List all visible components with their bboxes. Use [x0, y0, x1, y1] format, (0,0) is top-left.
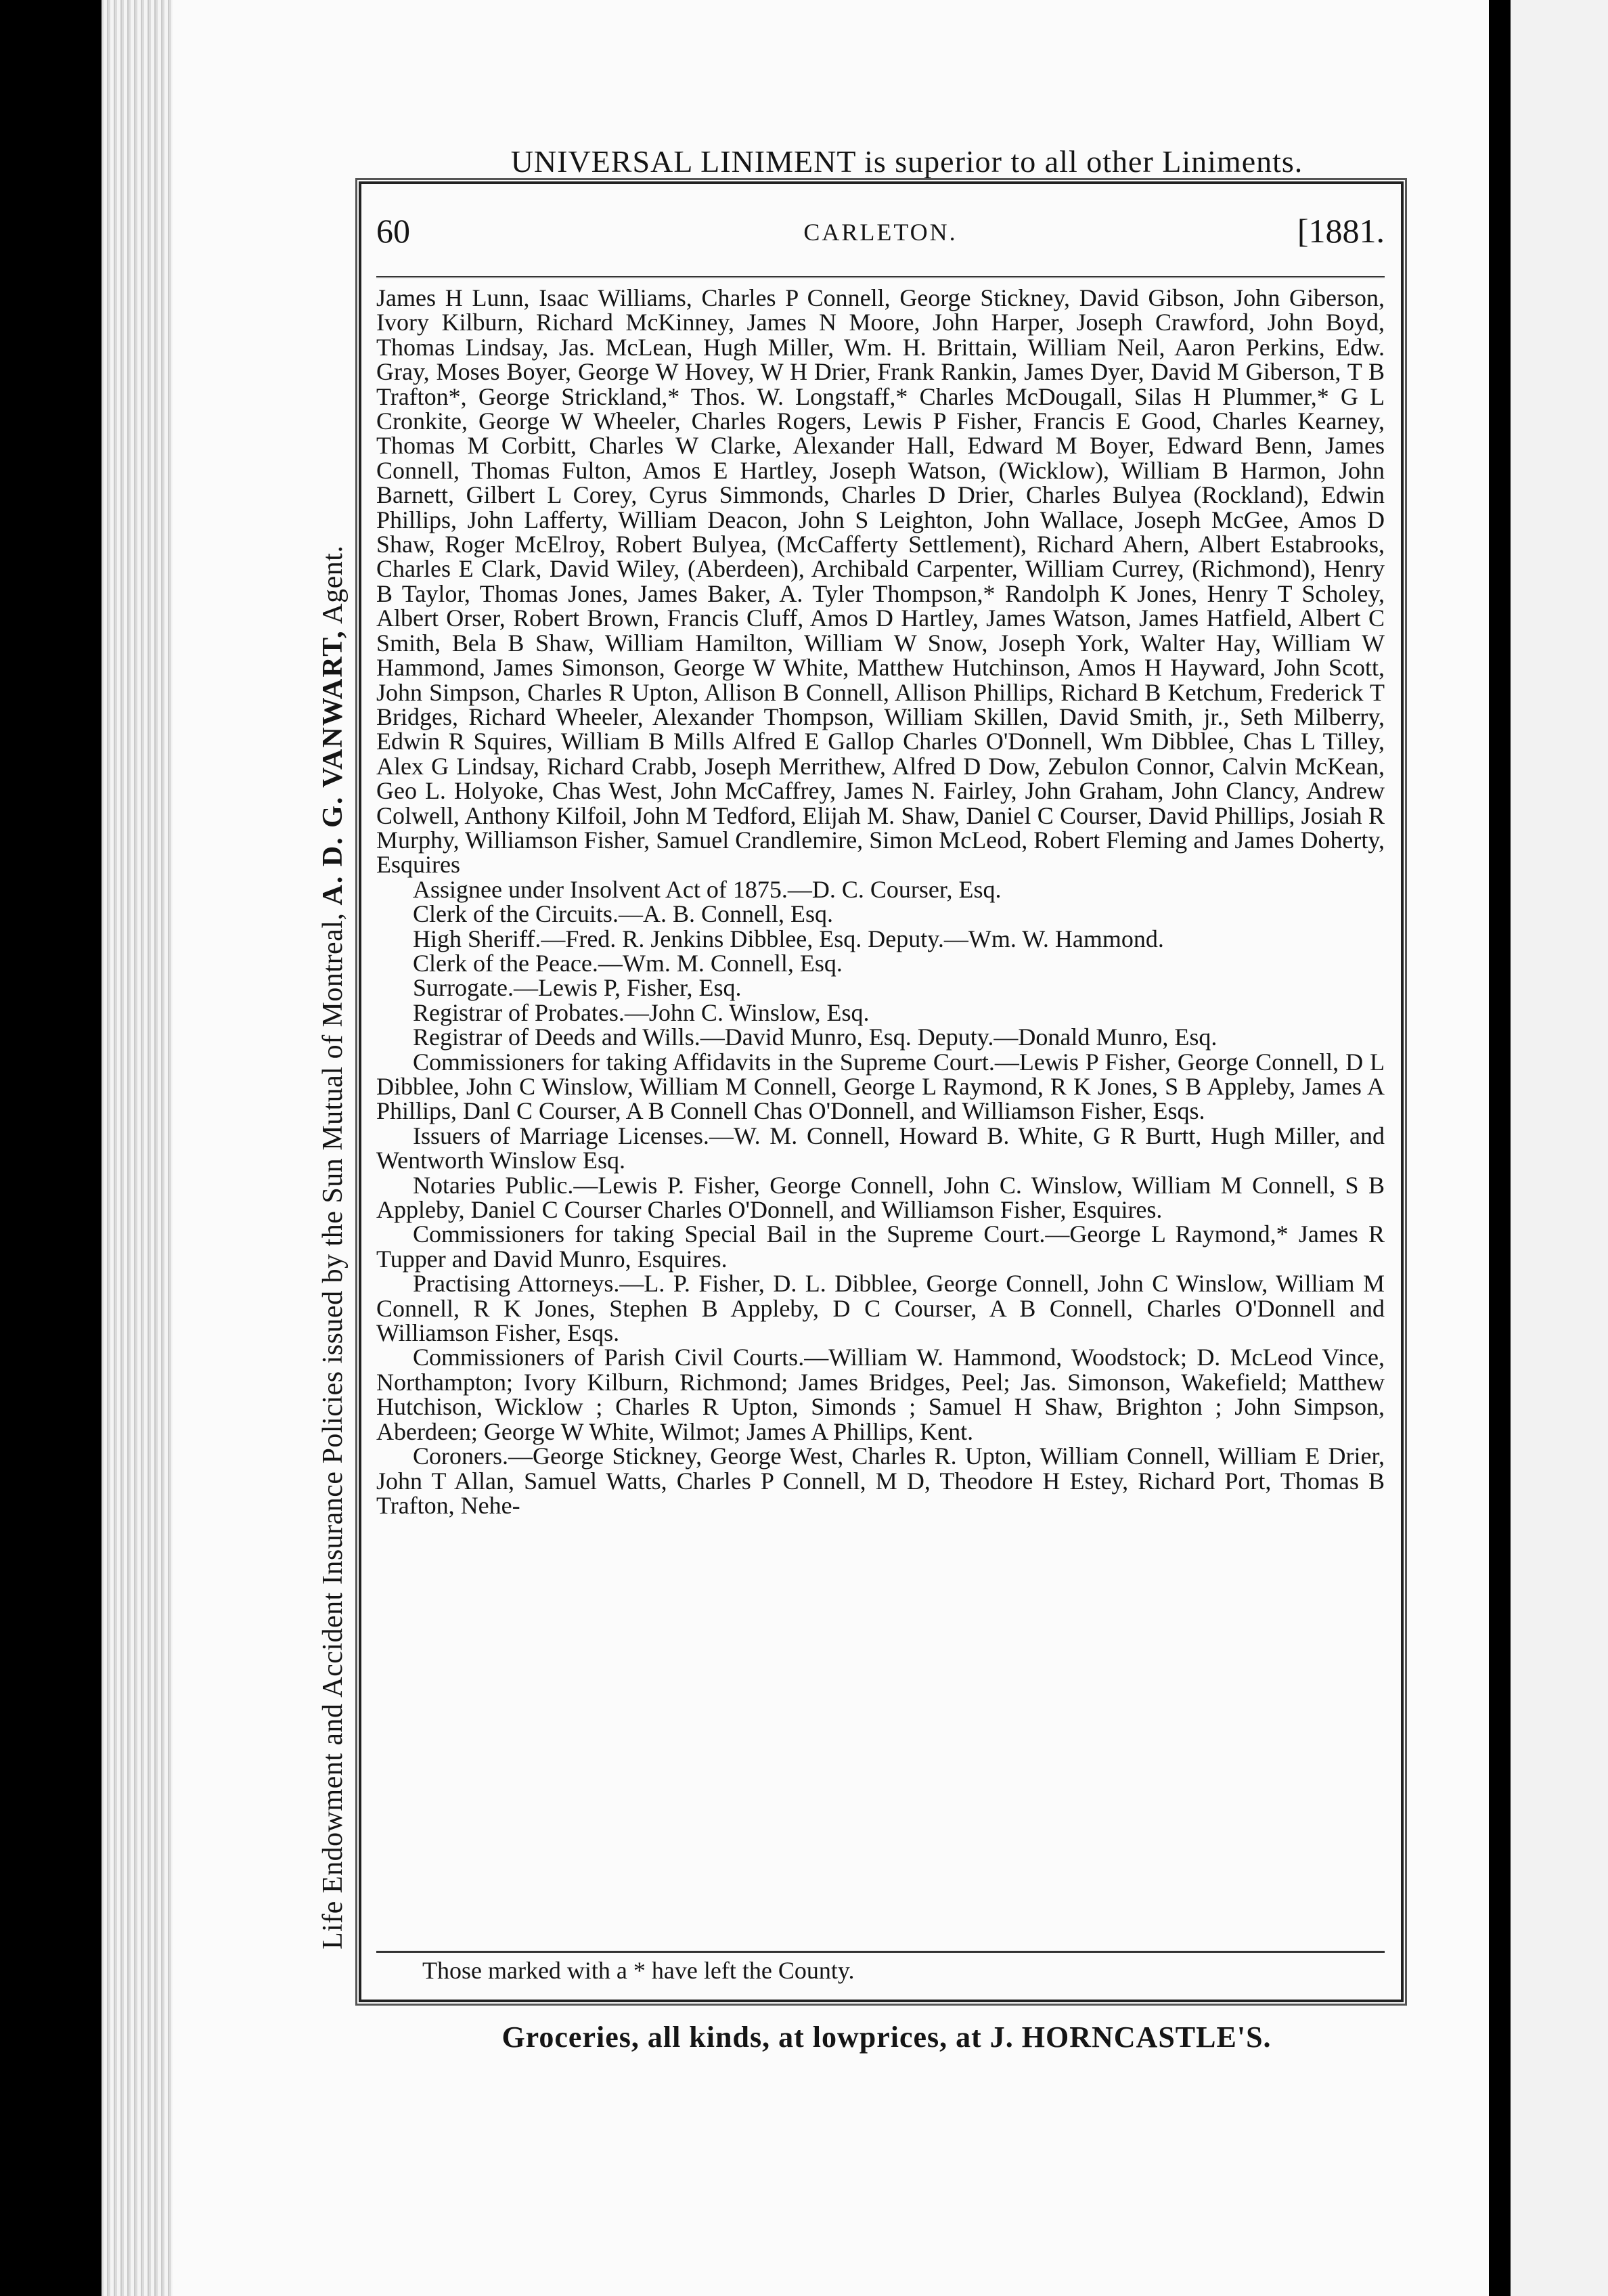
office-entry: Commissioners for taking Affidavits in the Supreme Court.—Lewis P Fisher, George Connell, D L Dibblee, John C Winslow, William M Connell, George L Raymond, R K Jones, S B Appleby, James A Phillips, Danl C Courser, A B Connell Chas O'Donnell, and Williamson Fisher, Esqs. — [376, 1048, 1385, 1125]
office-entry: Coroners.—George Stickney, George West, Charles R. Upton, William Connell, William E Drier, John T Allan, Samuel Watts, Charles P Connell, M D, Theodore H Estey, Richard Port, Thomas B Trafton, Nehe- — [376, 1442, 1385, 1519]
office-entry: Notaries Public.—Lewis P. Fisher, George Connell, John C. Winslow, William M Connell, S B Appleby, Daniel C Courser Charles O'Donnell, and Williamson Fisher, Esquires. — [376, 1171, 1385, 1224]
office-entry: High Sheriff.—Fred. R. Jenkins Dibblee, Esq. Deputy.—Wm. W. Hammond. — [413, 925, 1164, 952]
office-entry: Issuers of Marriage Licenses.—W. M. Connell, Howard B. White, G R Burtt, Hugh Miller, and Wentworth Winslow Esq. — [376, 1122, 1385, 1174]
justices-list: James H Lunn, Isaac Williams, Charles P Connell, George Stickney, David Gibson, John Giberson, Ivory Kilburn, Richard McKinney, James N Moore, John Harper, Joseph Crawford, John Boyd, Thomas Lindsay, Jas. McLean, Hugh Miller, Wm. H. Brittain, William Neil, Aaron Perkins, Edw. Gray, Moses Boyer, George W Hovey, W H Drier, Frank Rankin, James Dyer, David M Giberson, T B Trafton*, George Strickland,* Thos. W. Longstaff,* Charles McDougall, Silas H Plummer,* G L Cronkite, George W Wheeler, Charles Rogers, Lewis P Fisher, Francis E Good, Charles Kearney, Thomas M Corbitt, Charles W Clarke, Alexander Hall, Edward M Boyer, Edward Benn, James Connell, Thomas Fulton, Amos E Hartley, Joseph Watson, (Wicklow), William B Harmon, John Barnett, Gilbert L Corey, Cyrus Simmonds, Charles D Drier, Charles Bulyea (Rockland), Edwin Phillips, John Lafferty, William Deacon, John S Leighton, John Wallace, Joseph McGee, Amos D Shaw, Roger McElroy, Robert Bulyea, (McCafferty Settlement), Richard Ahern, Albert Estabrooks, Charles E Clark, David Wiley, (Aberdeen), Archibald Carpenter, William Currey, (Richmond), Henry B Taylor, Thomas Jones, James Baker, A. Tyler Thompson,* Randolph K Jones, Henry T Scholey, Albert Orser, Robert Brown, Francis Cluff, Amos D Hartley, James Watson, James Hatfield, Albert C Smith, Bela B Shaw, William Hamilton, William W Snow, Joseph York, Walter Hay, William W Hammond, James Simonson, George W White, Matthew Hutchinson, Amos H Hayward, John Scott, John Simpson, Charles R Upton, Allison B Connell, Allison Phillips, Richard B Ketchum, Frederick T Bridges, Richard Wheeler, Alexander Thompson, William Skillen, David Smith, jr., Seth Milberry, Edwin R Squires, William B Mills Alfred E Gallop Charles O'Donnell, Wm Dibblee, Chas L Tilley, Alex G Lindsay, Richard Crabb, Joseph Merrithew, Alfred D Dow, Zebulon Connor, Calvin McKean, Geo L. Holyoke, Chas West, John McCaffrey, James N. Fairley, John Graham, John Clancy, Andrew Colwell, Anthony Kilfoil, John M Tedford, Elijah M. Shaw, Daniel C Courser, David Phillips, Josiah R Murphy, Williamson Fisher, Samuel Crandlemire, Simon McLeod, Robert Fleming and James Doherty, Esquires — [376, 284, 1385, 879]
footnote: Those marked with a * have left the County. — [422, 1957, 855, 1984]
side-ad-text: Life Endowment and Accident Insurance Policies issued by the Sun Mutual of Montreal, — [317, 912, 349, 1949]
office-entry: Clerk of the Peace.—Wm. M. Connell, Esq. — [413, 949, 843, 977]
book-page-edges — [102, 0, 176, 2296]
top-advertisement: UNIVERSAL LINIMENT is superior to all other Liniments. — [510, 144, 1303, 179]
office-entry: Registrar of Deeds and Wills.—David Munro, Esq. Deputy.—Donald Munro, Esq. — [413, 1023, 1218, 1051]
office-entry: Registrar of Probates.—John C. Winslow, Esq. — [413, 998, 870, 1026]
office-entry: Practising Attorneys.—L. P. Fisher, D. L. Dibblee, George Connell, John C Winslow, William M Connell, R K Jones, Stephen B Appleby, D C Courser, A B Connell, Charles O'Donnell and Williamson Fisher, Esqs. — [376, 1270, 1385, 1347]
page-frame — [359, 181, 1404, 2002]
office-entry: Surrogate.—Lewis P, Fisher, Esq. — [413, 974, 742, 1002]
bottom-advertisement: Groceries, all kinds, at lowprices, at J. HORNCASTLE'S. — [501, 2021, 1272, 2054]
side-ad-agent-suffix: Agent. — [317, 545, 349, 624]
page-header — [376, 211, 1385, 252]
directory-body — [376, 286, 1385, 1518]
office-entry: Commissioners of Parish Civil Courts.—William W. Hammond, Woodstock; D. McLeod Vince, Northampton; Ivory Kilburn, Richmond; James Bridges, Peel; Jas. Simonson, Wakefield; Matthew Hutchison, Wicklow ; Charles R Upton, Simonds ; Samuel H Shaw, Brighton ; John Simpson, Aberdeen; George W White, Wilmot; James A Phillips, Kent. — [376, 1344, 1385, 1445]
footer-rule — [376, 1951, 1385, 1953]
facing-page — [1511, 0, 1608, 2296]
office-entry: Clerk of the Circuits.—A. B. Connell, Esq. — [413, 900, 833, 928]
page-gutter — [1489, 0, 1511, 2296]
header-rule — [376, 276, 1385, 278]
page-title: CARLETON. — [803, 219, 958, 246]
office-entry: Commissioners for taking Special Bail in the Supreme Court.—George L Raymond,* James R Tupper and David Munro, Esquires. — [376, 1220, 1385, 1273]
page-year: [1881. — [1297, 212, 1385, 250]
side-ad-agent-name: A. D. G. VANWART, — [317, 630, 349, 906]
page-number: 60 — [376, 212, 410, 250]
office-entry: Assignee under Insolvent Act of 1875.—D. C. Courser, Esq. — [413, 875, 1002, 903]
